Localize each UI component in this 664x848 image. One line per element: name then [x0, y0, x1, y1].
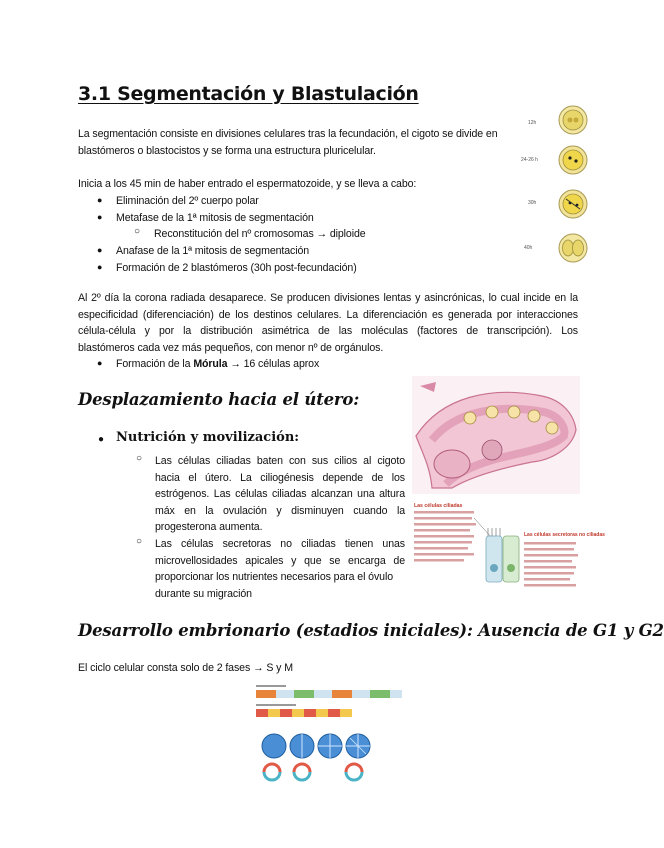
cell-cycle-figure — [254, 684, 404, 784]
bullet-icon: ● — [97, 212, 103, 222]
morula-item — [78, 356, 438, 373]
day2-line: especificidad (diferenciación) de los destinos celulares. La diferenciación es generada por interacciones — [78, 308, 578, 321]
list-item: Formación de 2 blastómeros (30h post-fecundación) — [116, 262, 357, 274]
figure-caption: Las células ciliadas — [414, 503, 463, 509]
morula-text: Formación de la — [116, 358, 194, 370]
cilia-line: estrógenos. Las células ciliadas alcanzan una altura — [155, 488, 405, 500]
secretory-line: Las células secretoras no ciliadas tienen unas — [155, 538, 405, 550]
bullet-icon: ● — [97, 245, 103, 255]
stage-label: 40h — [524, 245, 533, 251]
uterine-tube-figure — [412, 376, 580, 494]
bullet-icon: ● — [98, 434, 105, 445]
intro-line: blastómeros o blastocistos y se forma una estructura pluricelular. — [78, 144, 376, 157]
cilia-line: máx en la ovulación y disminuyen cuando la — [155, 504, 405, 517]
figure-caption: Las células secretoras no ciliadas — [524, 532, 605, 538]
cilia-line: progesterona aumenta. — [155, 521, 263, 533]
bullet-icon: ● — [97, 195, 103, 205]
circle-bullet-icon: ○ — [136, 453, 143, 464]
steps-list — [78, 193, 498, 273]
uterus-heading: Desplazamiento hacia el útero: — [78, 390, 360, 409]
embryo-stage-3 — [559, 190, 587, 218]
timeline-intro: Inicia a los 45 min de haber entrado el espermatozoide, y se lleva a cabo: — [78, 178, 417, 190]
bullet-icon: ● — [97, 358, 103, 368]
page-title: 3.1 Segmentación y Blastulación — [78, 83, 419, 105]
secretory-line: microvellosidades apicales y que se encarga de — [155, 554, 405, 567]
embryo-stage-2 — [559, 146, 587, 174]
list-item: Anafase de la 1ª mitosis de segmentación — [116, 245, 310, 257]
secretory-line: proporcionar los nutrientes necesarios para el óvulo — [155, 571, 394, 583]
intro-line: La segmentación consiste en divisiones celulares tras la fecundación, el cigoto se divide en — [78, 128, 498, 140]
cycle-text: El ciclo celular consta solo de 2 fases → S y M — [78, 662, 293, 674]
list-item: Eliminación del 2º cuerpo polar — [116, 195, 259, 207]
day2-line: célula-célula y por la distribución asimétrica de las moléculas (factores de transcripción). Los — [78, 325, 578, 337]
cilia-cells-figure — [412, 498, 605, 598]
embryo-stage-1 — [559, 106, 587, 134]
stage-label: 24-26 h — [521, 157, 538, 163]
stage-label: 12h — [528, 120, 537, 126]
stage-label: 30h — [528, 200, 537, 206]
circle-bullet-icon: ○ — [134, 226, 141, 237]
development-heading: Desarrollo embrionario (estadios iniciales): Ausencia de G1 y G2 — [78, 621, 664, 640]
nutrition-heading-row — [78, 430, 338, 450]
secretory-line: durante su migración — [155, 587, 252, 600]
secretory-paragraph — [155, 536, 405, 602]
circle-bullet-icon: ○ — [136, 536, 143, 547]
day2-line: Al 2º día la corona radiada desaparece. Se producen divisiones lentas y asincrónicas, lo cual incide en la — [78, 292, 578, 304]
intro-paragraph — [78, 126, 518, 159]
list-item: Metafase de la 1ª mitosis de segmentación — [116, 212, 314, 224]
bullet-icon: ● — [97, 262, 103, 272]
cilia-paragraph — [155, 453, 405, 536]
day2-line: blastómeros cada vez más pequeños, con menor nº de orgánulos. — [78, 341, 384, 354]
cilia-line: hacia el útero. La ciliogénesis depende de los — [155, 471, 405, 484]
cilia-line: Las células ciliadas baten con sus cilios al cigoto — [155, 455, 405, 467]
embryo-stage-4 — [559, 234, 587, 262]
nutrition-heading: Nutrición y movilización: — [116, 430, 300, 445]
morula-text: → 16 células aprox — [227, 358, 320, 370]
list-item: Reconstitución del nº cromosomas → diploide — [154, 228, 366, 240]
zygote-stages-figure — [520, 98, 590, 268]
day2-paragraph — [78, 290, 578, 356]
morula-term: Mórula — [193, 358, 228, 370]
